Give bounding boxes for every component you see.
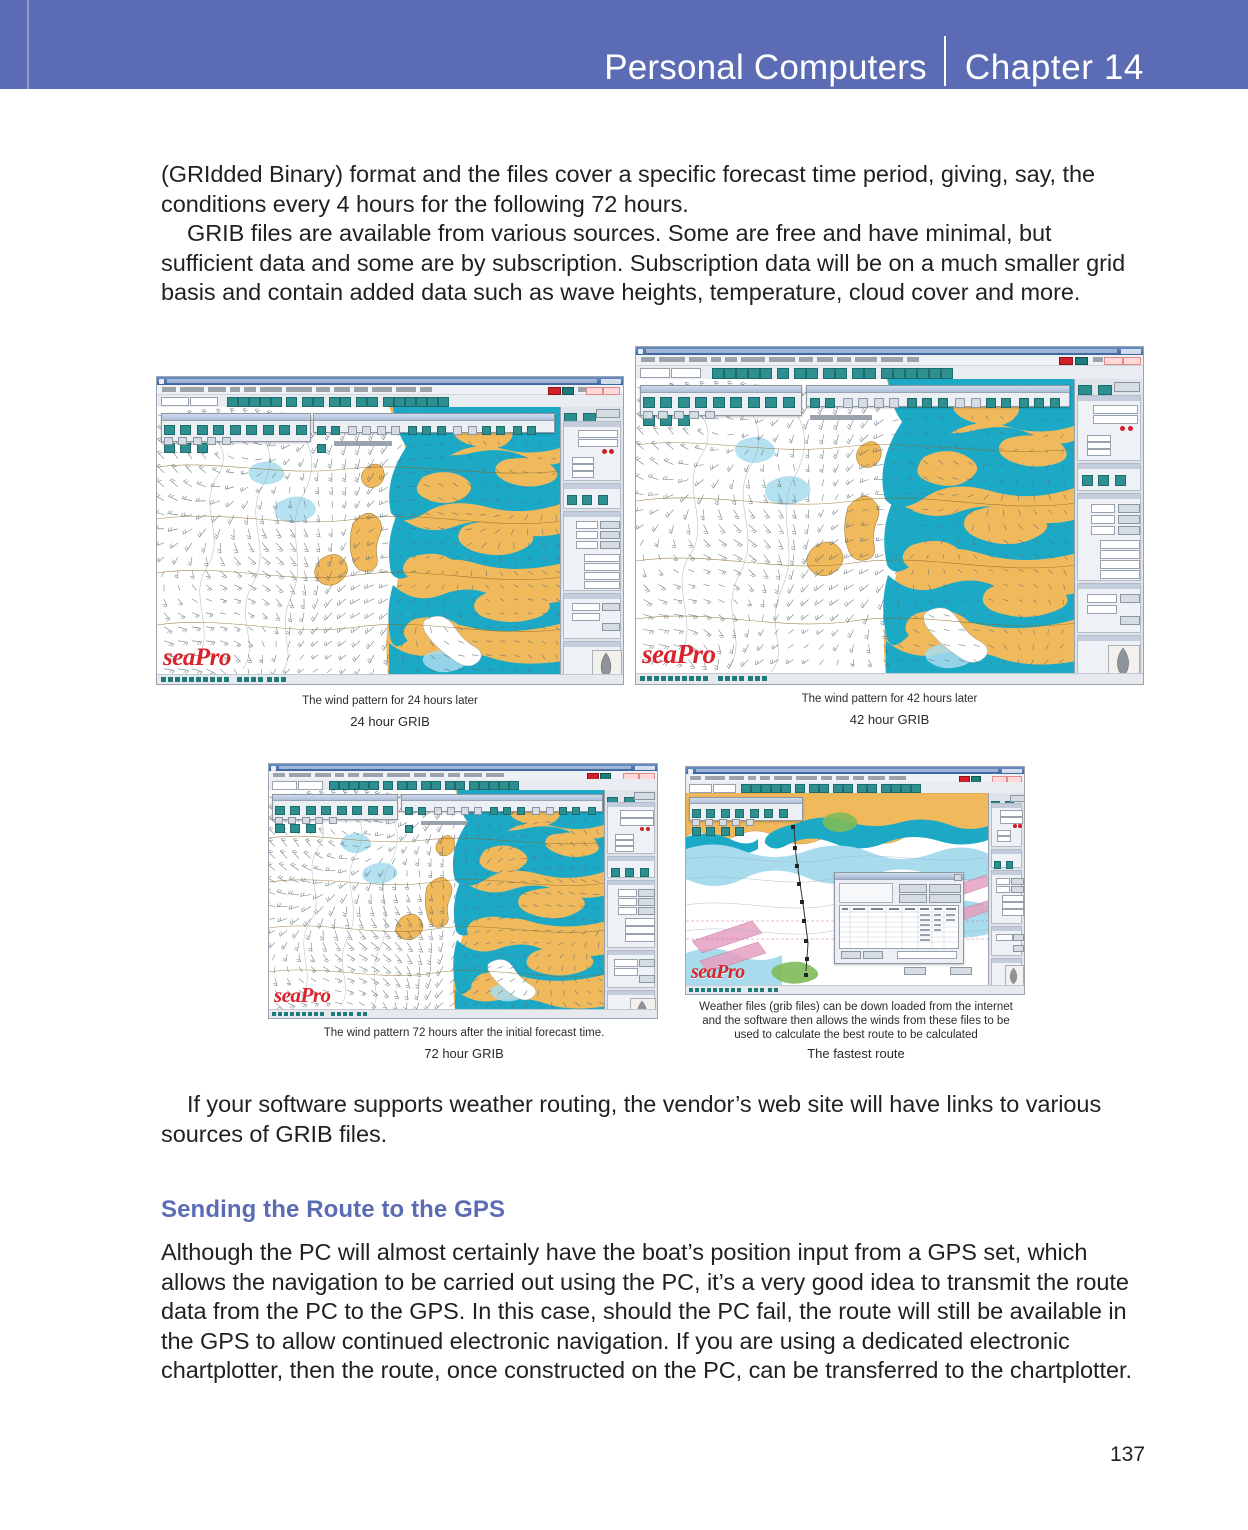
- alarm-button[interactable]: [1059, 357, 1073, 365]
- position-readout-lon: [1123, 357, 1141, 365]
- panel-group-target-vessel: [607, 950, 655, 988]
- seapro-window-72h[interactable]: [268, 763, 658, 1019]
- running-head-separator: [944, 36, 946, 86]
- dialog-button-display[interactable]: [929, 894, 961, 903]
- dialog-button-prev[interactable]: [841, 951, 861, 959]
- position-readout-lon: [603, 387, 620, 395]
- panel-group-waypoint: [1077, 493, 1141, 581]
- dialog-button-route[interactable]: [929, 884, 961, 893]
- status-button[interactable]: [562, 387, 574, 395]
- caption-line-2: 72 hour GRIB: [424, 1046, 504, 1061]
- playback-titlebar: [807, 386, 1069, 393]
- figure-24-hour-grib: [156, 376, 624, 685]
- position-readout-lat: [1104, 357, 1123, 365]
- seapro-window-42h[interactable]: [635, 346, 1144, 685]
- window-titlebar: [636, 347, 1143, 355]
- dialog-radio-group[interactable]: [839, 883, 893, 903]
- section-paragraph: Although the PC will almost certainly have the boat’s position input from a GPS set, which allows the navigation to be carried out using the PC, it’s a very good idea to transmit the route data from the PC to the GPS. In this case, should the PC fail, the route will still be available in the GPS to allow continued electronic navigation. If you are using a dedicated electronic chartplotter, then the route, once constructed on the PC, can be transferred to the chartplotter.: [161, 1239, 1132, 1383]
- app-icon: [159, 379, 164, 384]
- section-text-block: [161, 1238, 1141, 1386]
- window-title-text: [279, 766, 631, 769]
- seapro-logo-24h: seaPro: [163, 644, 231, 671]
- grib-playback-bar[interactable]: [401, 794, 603, 812]
- header-hairline: [27, 0, 29, 89]
- window-title-text: [646, 349, 1117, 353]
- intro-paragraph-1: (GRIdded Binary) format and the files cover a specific forecast time period, giving, say, the conditions every 4 hours for the following 72 hours.: [161, 161, 1096, 217]
- page-number: 137: [1110, 1443, 1146, 1466]
- figure-42-hour-grib: [635, 346, 1144, 685]
- seapro-logo-72h: seaPro: [274, 983, 331, 1007]
- window-titlebar: [686, 767, 1024, 774]
- intro-paragraph-2: GRIB files are available from various sources. Some are free and have minimal, but sufficient data and some are by subscription. Subscription data will be on a much smaller grid basis and contain added data such as wave heights, temperature, cloud cover and more.: [161, 220, 1126, 305]
- running-head-section: Personal Computers: [604, 48, 927, 87]
- window-title-text: [167, 379, 597, 383]
- palette-titlebar: [162, 414, 310, 421]
- page-header-band: [0, 0, 1248, 89]
- panel-group-waypoint: [563, 511, 621, 591]
- panel-group-waypoint: [607, 880, 655, 948]
- caption-fastest-route: [690, 1000, 1022, 1061]
- app-icon: [271, 766, 276, 771]
- window-control-buttons[interactable]: [1121, 349, 1141, 354]
- status-bar: [636, 673, 1143, 684]
- seapro-logo-42h: seaPro: [642, 639, 716, 669]
- figure-72-hour-grib: [268, 763, 658, 1019]
- grib-tool-palette[interactable]: [640, 385, 802, 416]
- seapro-window-24h[interactable]: [156, 376, 624, 685]
- grib-tool-palette[interactable]: [272, 794, 398, 820]
- lat-input[interactable]: [161, 397, 189, 406]
- app-icon: [638, 349, 643, 354]
- playback-titlebar: [402, 795, 602, 801]
- dialog-ok-button[interactable]: [904, 967, 926, 975]
- app-icon: [688, 769, 693, 774]
- navigation-side-panel[interactable]: [604, 790, 657, 1010]
- status-bar: [269, 1009, 657, 1018]
- palette-titlebar: [641, 386, 801, 393]
- sail-plan-icon: [1007, 967, 1020, 985]
- running-head-chapter: Chapter 14: [964, 48, 1144, 87]
- panel-group-target-vessel: [1077, 583, 1141, 633]
- lon-input[interactable]: [298, 781, 323, 790]
- window-control-buttons[interactable]: [1002, 769, 1022, 773]
- panel-group-chart-buttons[interactable]: [607, 856, 655, 878]
- alarm-button[interactable]: [548, 387, 561, 395]
- lon-input[interactable]: [713, 784, 736, 793]
- position-readout-lat: [586, 387, 603, 395]
- dialog-button-ok[interactable]: [899, 884, 927, 893]
- panel-group-ship-position: [991, 803, 1022, 847]
- post-figure-text-block: [161, 1090, 1141, 1149]
- panel-group-target-vessel: [991, 926, 1022, 956]
- route-dialog[interactable]: [834, 872, 964, 964]
- dialog-status-field: [897, 951, 957, 959]
- figure-fastest-route: [685, 766, 1025, 995]
- panel-group-ship-position: [607, 802, 655, 854]
- panel-group-ship-position: [563, 421, 621, 481]
- caption-line-2: The fastest route: [807, 1046, 905, 1061]
- caption-line-2: 42 hour GRIB: [849, 712, 930, 727]
- waypoint-table[interactable]: [839, 905, 959, 949]
- status-bar: [686, 985, 1024, 994]
- caption-line-2: 24 hour GRIB: [350, 714, 430, 729]
- running-head: [604, 29, 1144, 88]
- status-bar: [157, 674, 623, 684]
- menu-bar[interactable]: [636, 355, 1143, 366]
- caption-line-1: The wind pattern for 24 hours later: [302, 695, 478, 707]
- dialog-close-button[interactable]: [954, 874, 962, 881]
- lat-input[interactable]: [640, 368, 670, 378]
- palette-titlebar: [273, 795, 397, 801]
- window-title-text: [696, 769, 998, 772]
- panel-group-chart-buttons[interactable]: [563, 483, 621, 509]
- window-control-buttons[interactable]: [635, 766, 655, 770]
- section-heading-sending-route: Sending the Route to the GPS: [161, 1196, 506, 1223]
- window-titlebar: [157, 377, 623, 385]
- panel-group-chart-buttons[interactable]: [991, 849, 1022, 868]
- waypoint-table-grid: [840, 906, 959, 948]
- post-figure-paragraph: If your software supports weather routing, the vendor’s web site will have links to various sources of GRIB files.: [161, 1091, 1102, 1147]
- panel-group-ship-position: [1077, 395, 1141, 461]
- navigation-side-panel[interactable]: [1074, 379, 1143, 674]
- panel-group-target-vessel: [563, 593, 621, 639]
- palette-titlebar: [690, 798, 802, 804]
- grib-tool-palette[interactable]: [689, 797, 803, 821]
- grib-playback-bar[interactable]: [313, 413, 555, 433]
- dialog-titlebar: [835, 873, 963, 880]
- lat-input[interactable]: [272, 781, 297, 790]
- lon-input[interactable]: [190, 397, 218, 406]
- caption-42-hour-grib: [635, 692, 1144, 727]
- caption-line-1: Weather files (grib files) can be down loaded from the internet and the software then allows the winds from these files to be used to calculate the best route to be calculated: [699, 1001, 1013, 1041]
- panel-group-chart-buttons[interactable]: [1077, 463, 1141, 491]
- intro-text-block: [161, 160, 1141, 308]
- window-titlebar: [269, 764, 657, 771]
- grib-playback-bar[interactable]: [806, 385, 1070, 407]
- navigation-side-panel[interactable]: [988, 793, 1024, 986]
- navigation-side-panel[interactable]: [560, 407, 623, 675]
- lat-input[interactable]: [689, 784, 712, 793]
- dialog-button-next[interactable]: [863, 951, 883, 959]
- panel-group-waypoint: [991, 870, 1022, 924]
- seapro-window-route[interactable]: [685, 766, 1025, 995]
- seapro-logo-route: seaPro: [691, 961, 745, 983]
- dialog-button-save[interactable]: [899, 894, 927, 903]
- caption-line-1: The wind pattern for 42 hours later: [801, 693, 978, 705]
- status-button[interactable]: [1075, 357, 1088, 365]
- main-toolbar[interactable]: [636, 366, 1143, 380]
- grib-tool-palette[interactable]: [161, 413, 311, 442]
- dialog-cancel-button[interactable]: [950, 967, 972, 975]
- caption-24-hour-grib: [156, 694, 624, 729]
- lon-input[interactable]: [671, 368, 701, 378]
- playback-titlebar: [314, 414, 554, 421]
- window-control-buttons[interactable]: [601, 379, 621, 384]
- caption-72-hour-grib: [250, 1026, 678, 1061]
- menu-bar[interactable]: [157, 385, 623, 395]
- caption-line-1: The wind pattern 72 hours after the initial forecast time.: [323, 1027, 605, 1039]
